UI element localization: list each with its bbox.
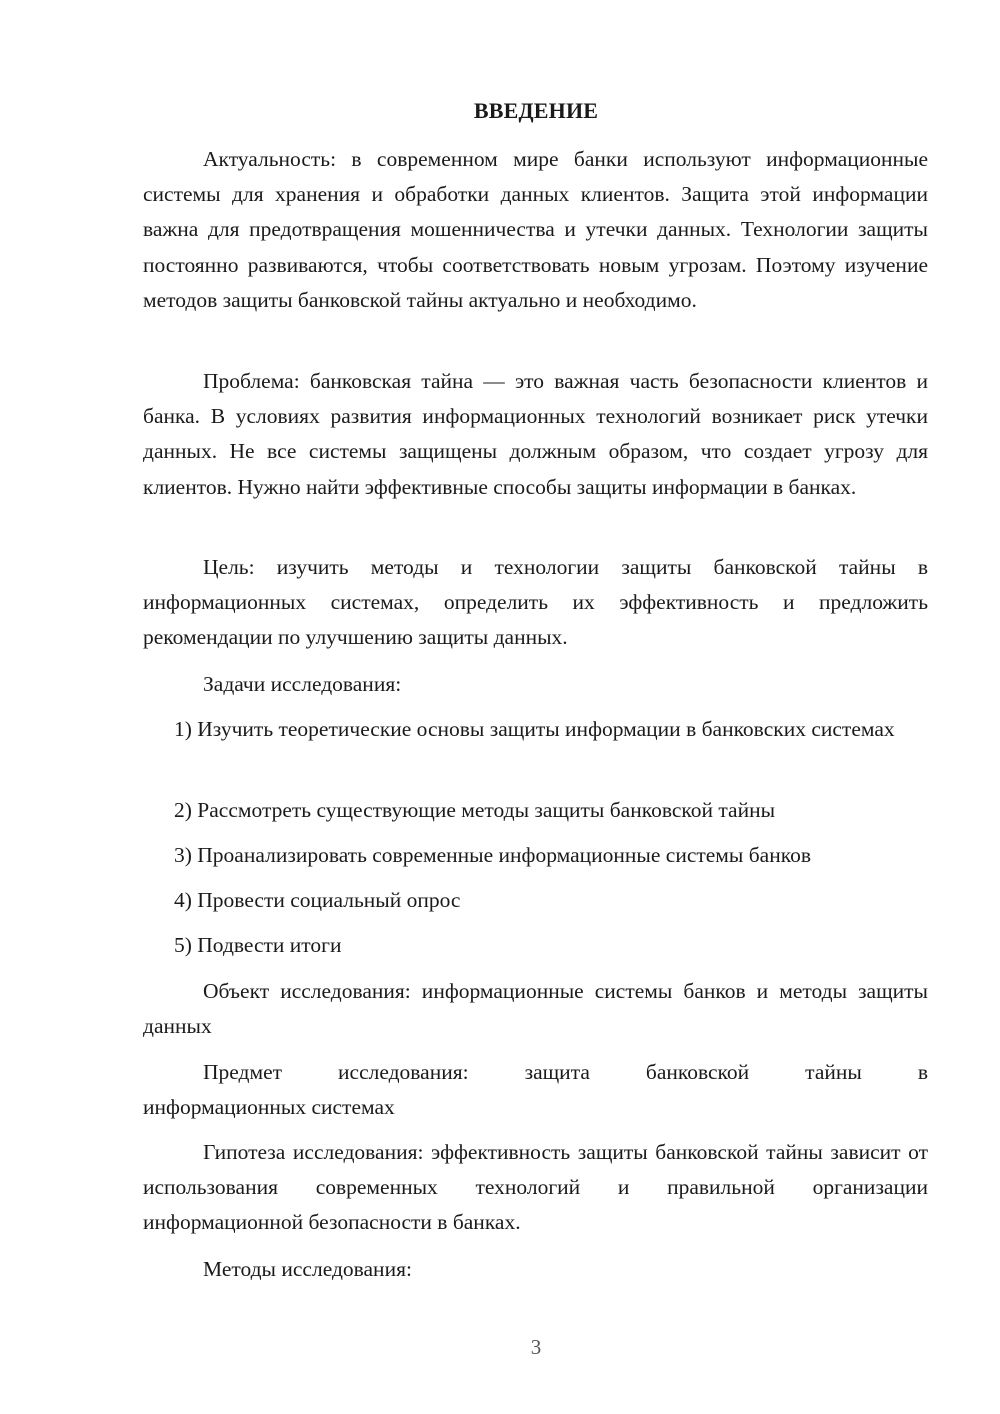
tasks-heading: Задачи исследования: [203, 672, 402, 696]
subject-paragraph [143, 1055, 928, 1125]
task-item-2: 2) Рассмотреть существующие методы защиты банковской тайны [174, 798, 776, 822]
hypothesis-paragraph: Гипотеза исследования: эффективность защиты банковской тайны зависит от использования современных технологий и правильной организации информационной безопасности в банках. [143, 1140, 928, 1235]
goal-paragraph: Цель: изучить методы и технологии защиты банковской тайны в информационных системах, определить их эффективность и предложить рекомендации по улучшению защиты данных. [143, 555, 928, 650]
methods-heading: Методы исследования: [203, 1257, 412, 1281]
subject-line-1: Предмет исследования: защита банковской тайны в [203, 1060, 928, 1084]
subject-line-2: информационных системах [143, 1095, 395, 1120]
task-item-5: 5) Подвести итоги [174, 933, 342, 957]
task-item-1: 1) Изучить теоретические основы защиты информации в банковских системах [174, 717, 895, 741]
task-item-3: 3) Проанализировать современные информационные системы банков [174, 843, 811, 867]
relevance-paragraph: Актуальность: в современном мире банки используют информационные системы для хранения и обработки данных клиентов. Защита этой информации важна для предотвращения мошенничества и утечки данных. Технологии защиты постоянно развиваются, чтобы соответствовать новым угрозам. Поэтому изучение методов защиты банковской тайны актуально и необходимо. [143, 147, 928, 312]
page-number: 3 [530, 1335, 542, 1359]
task-item-4: 4) Провести социальный опрос [174, 888, 461, 912]
object-paragraph: Объект исследования: информационные системы банков и методы защиты данных [143, 979, 928, 1039]
problem-paragraph: Проблема: банковская тайна — это важная часть безопасности клиентов и банка. В условиях развития информационных технологий возникает риск утечки данных. Не все системы защищены должным образом, что создает угрозу для клиентов. Нужно найти эффективные способы защиты информации в банках. [143, 369, 928, 499]
page-title: ВВЕДЕНИЕ [473, 98, 599, 123]
